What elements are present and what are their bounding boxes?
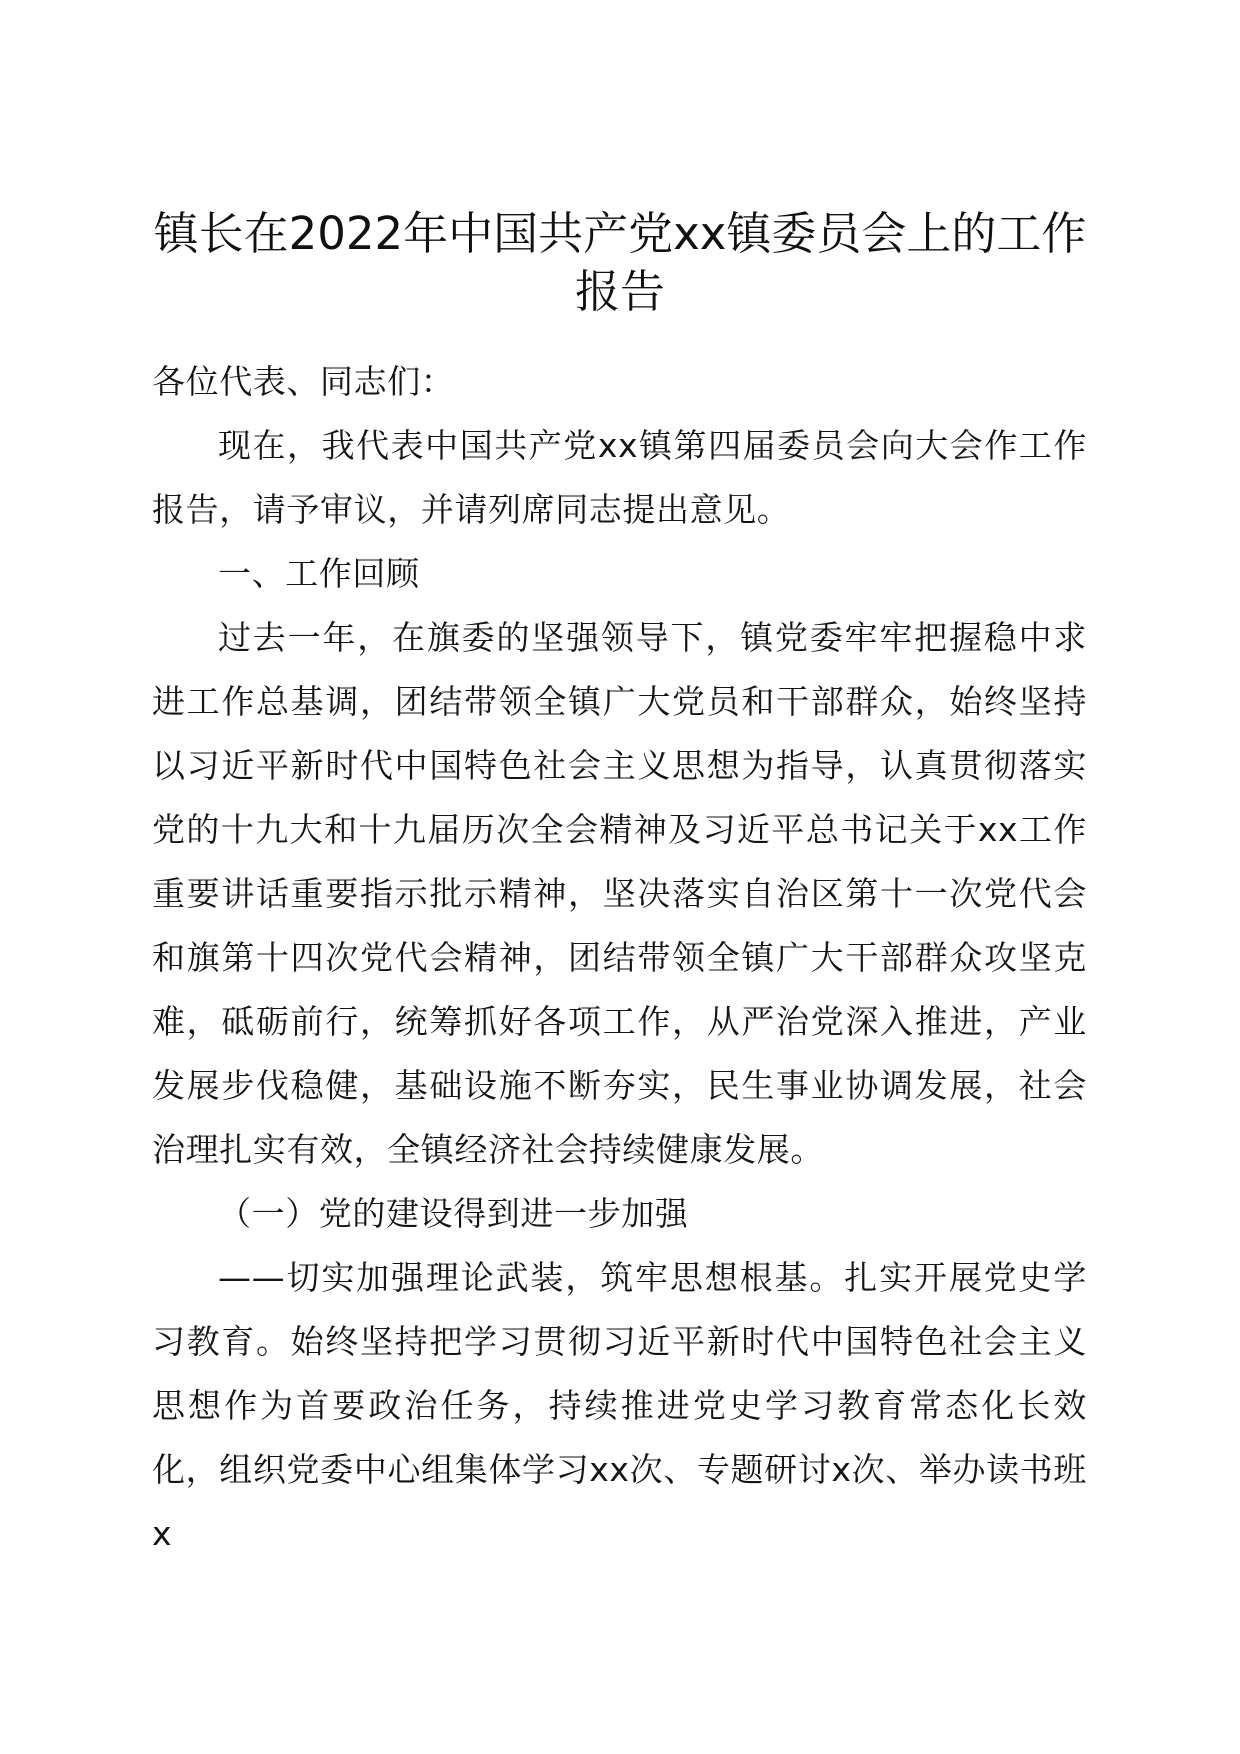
document-body — [152, 350, 1087, 1566]
theory-paragraph: ——切实加强理论武装，筑牢思想根基。扎实开展党史学习教育。始终坚持把学习贯彻习近平新时代中国特色社会主义思想作为首要政治任务，持续推进党史学习教育常态化长效化，组织党委中心组集体学习xx次、专题研讨x次、举办读书班x — [152, 1258, 1087, 1553]
subsection-heading: （一）党的建设得到进一步加强 — [218, 1194, 689, 1233]
section-heading: 一、工作回顾 — [218, 554, 420, 593]
document-title: 镇长在2022年中国共产党xx镇委员会上的工作报告 — [153, 207, 1087, 318]
salutation: 各位代表、同志们： — [152, 362, 455, 401]
intro-paragraph: 现在，我代表中国共产党xx镇第四届委员会向大会作工作报告，请予审议，并请列席同志提出意见。 — [152, 426, 1087, 529]
review-paragraph: 过去一年，在旗委的坚强领导下，镇党委牢牢把握稳中求进工作总基调，团结带领全镇广大党员和干部群众，始终坚持以习近平新时代中国特色社会主义思想为指导，认真贯彻落实党的十九大和十九届历次全会精神及习近平总书记关于xx工作重要讲话重要指示批示精神，坚决落实自治区第十一次党代会和旗第十四次党代会精神，团结带领全镇广大干部群众攻坚克难，砥砺前行，统筹抓好各项工作，从严治党深入推进，产业发展步伐稳健，基础设施不断夯实，民生事业协调发展，社会治理扎实有效，全镇经济社会持续健康发展。 — [152, 618, 1087, 1169]
